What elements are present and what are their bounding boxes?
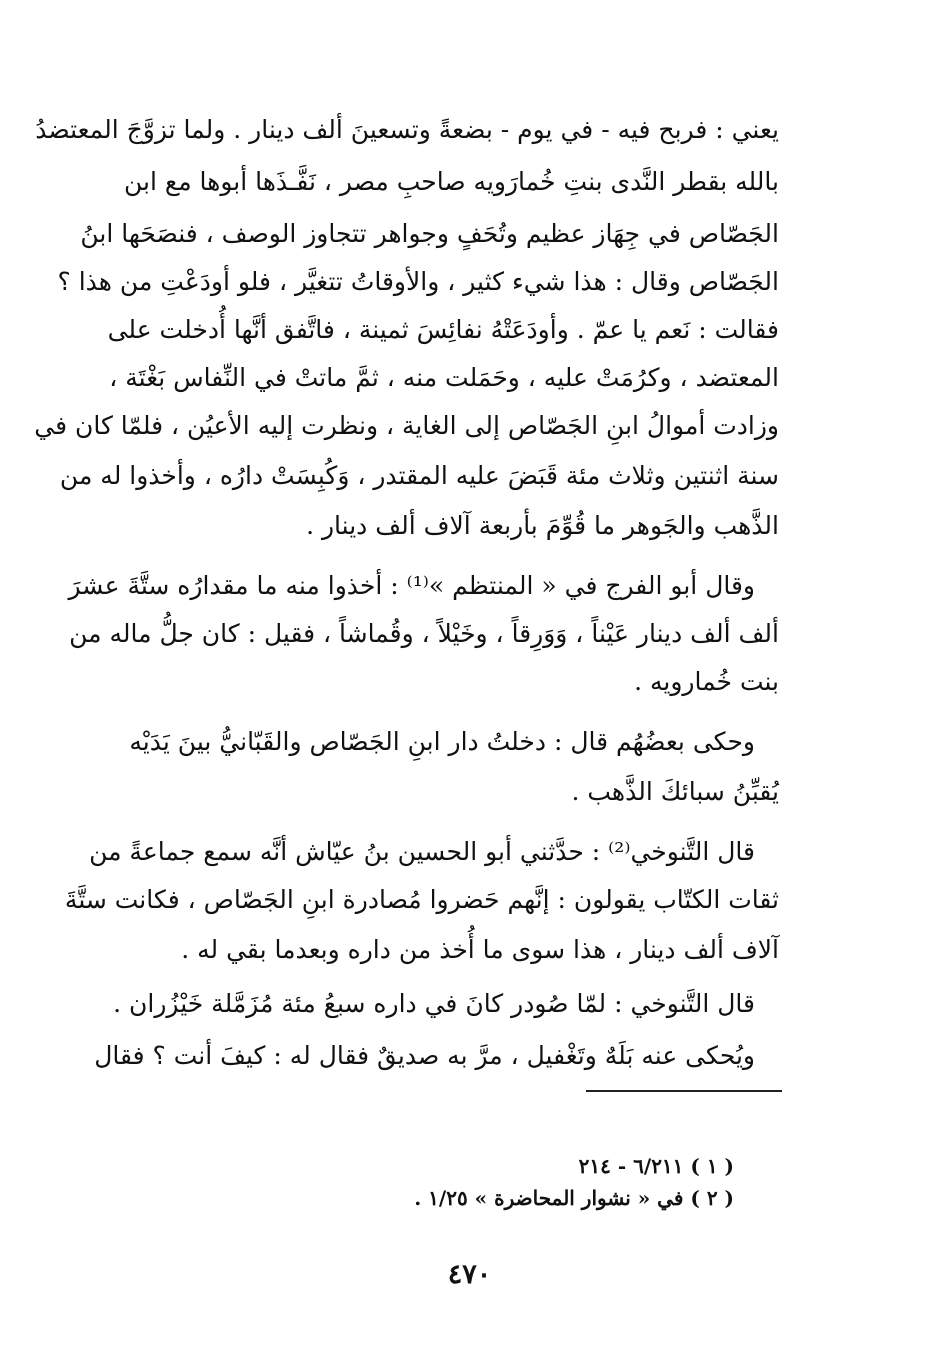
- text-line: ألف ألف دينار عَيْناً ، وَوَرِقاً ، وخَيْلاً ، وقُماشاً ، فقيل : كان جلُّ ماله من: [69, 619, 779, 648]
- text-line: يُقبِّنُ سبائكَ الذَّهب .: [571, 777, 779, 806]
- text-line: بنت خُمارويه .: [634, 667, 779, 696]
- text-line: وحكى بعضُهُم قال : دخلتُ دار ابنِ الجَصّاص والقَبّانيُّ بينَ يَدَيْه: [129, 727, 755, 756]
- text-line: قال التَّنوخي : لمّا صُودر كانَ في داره سبعُ مئة مُزَمَّلة خَيْزُران .: [113, 989, 755, 1018]
- text-line: الجَصّاص في جِهَاز عظيم وتُحَفٍ وجواهر تتجاوز الوصف ، فنصَحَها ابنُ: [80, 219, 779, 248]
- text-line: ثقات الكتّاب يقولون : إنَّهم حَضروا مُصادرة ابنِ الجَصّاص ، فكانت ستَّةَ: [64, 885, 779, 914]
- text-line: المعتضد ، وكرُمَتْ عليه ، وحَمَلت منه ، ثمَّ ماتتْ في النِّفاس بَغْتَة ،: [109, 363, 779, 392]
- text-line: الذَّهب والجَوهر ما قُوِّمَ بأربعة آلاف ألف دينار .: [306, 511, 779, 540]
- footnote: ( ٢ ) في « نشوار المحاضرة » ١/٢٥ .: [414, 1186, 734, 1210]
- text-line: قال التَّنوخي⁽²⁾ : حدَّثني أبو الحسين بنُ عيّاش أنَّه سمع جماعةً من: [89, 837, 755, 866]
- text-line: سنة اثنتين وثلاث مئة قَبَضَ عليه المقتدر ، وَكُبِسَتْ دارُه ، وأخذوا له من: [59, 461, 779, 490]
- footnote-divider: [586, 1090, 782, 1092]
- text-line: آلاف ألف دينار ، هذا سوى ما أُخذ من داره وبعدما بقي له .: [181, 935, 779, 964]
- page-number: ٤٧٠: [447, 1259, 492, 1290]
- footnote: ( ١ ) ٦/٢١١ - ٢١٤: [578, 1154, 734, 1178]
- text-line: وزادت أموالُ ابنِ الجَصّاص إلى الغاية ، ونظرت إليه الأعيُن ، فلمّا كان في: [34, 411, 779, 440]
- text-line: بالله بقطر النَّدى بنتِ خُمارَويه صاحبِ مصر ، نَفَّـذَها أبوها مع ابن: [124, 167, 779, 196]
- text-line: الجَصّاص وقال : هذا شيء كثير ، والأوقاتُ تتغيَّر ، فلو أودَعْتِ من هذا ؟: [57, 267, 779, 296]
- text-line: وقال أبو الفرج في « المنتظم »⁽¹⁾ : أخذوا منه ما مقدارُه ستَّةَ عشرَ: [68, 571, 755, 600]
- text-line: فقالت : نَعم يا عمّ . وأودَعَتْهُ نفائِسَ ثمينة ، فاتَّفق أنَّها أُدخلت على: [107, 315, 779, 344]
- text-line: ويُحكى عنه بَلَهٌ وتَغْفيل ، مرَّ به صديقٌ فقال له : كيفَ أنت ؟ فقال: [94, 1041, 755, 1070]
- text-line: يعني : فربح فيه - في يوم - بضعةً وتسعينَ ألف دينار . ولما تزوَّجَ المعتضدُ: [35, 115, 779, 144]
